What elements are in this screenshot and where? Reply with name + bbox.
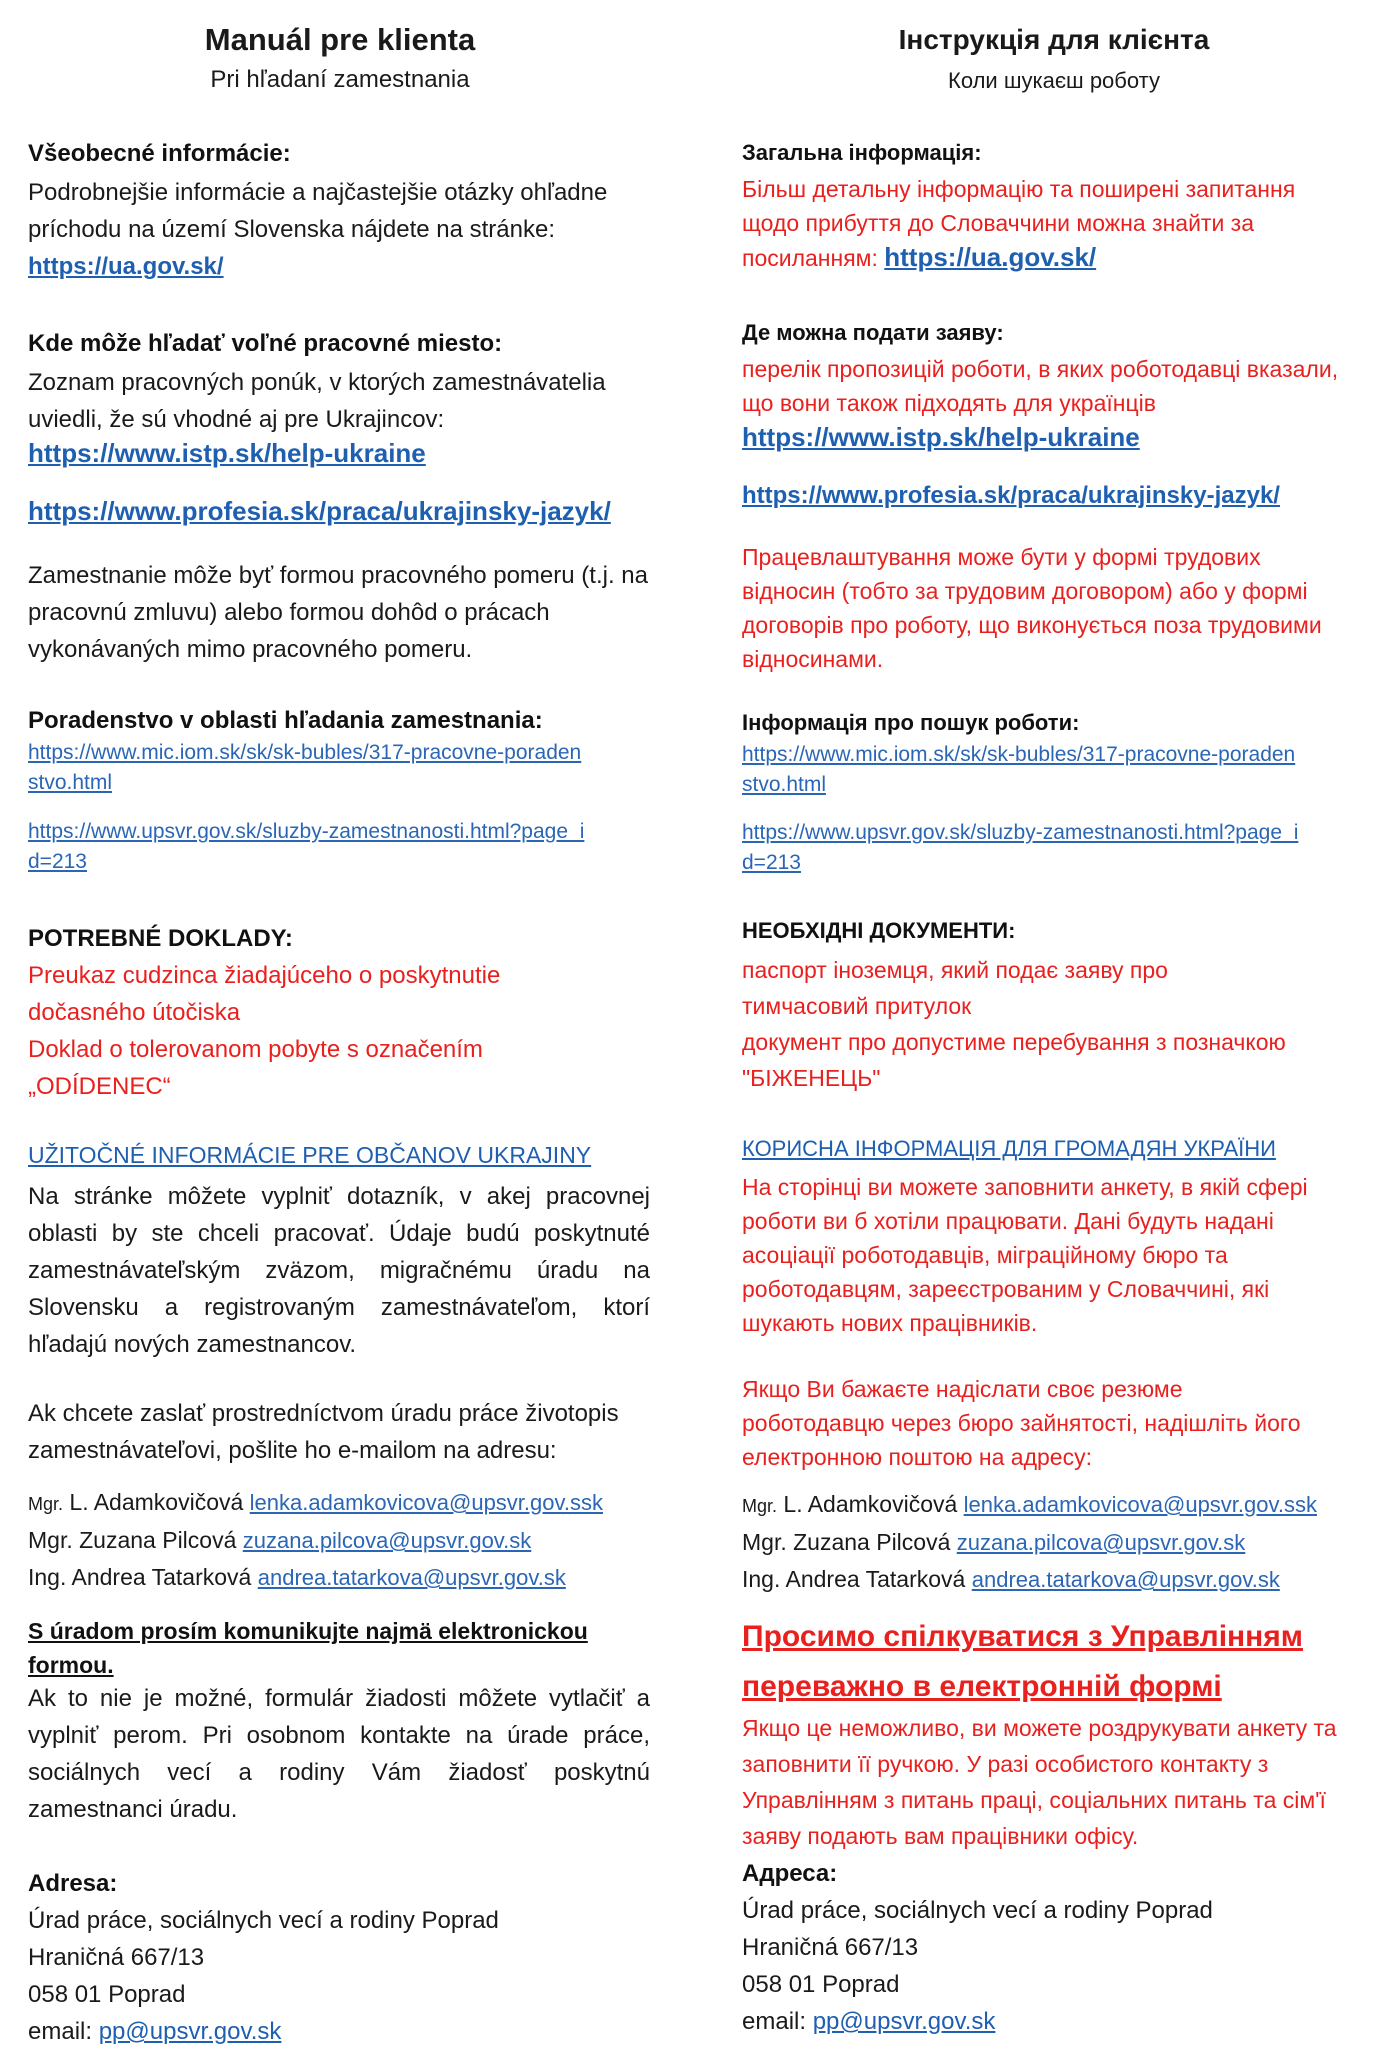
mic-link-ua[interactable]: https://www.mic.iom.sk/sk/sk-bubles/317-pracovne-poradenstvo.html bbox=[742, 743, 1296, 796]
useful-info-link-ua[interactable]: КОРИСНА ІНФОРМАЦІЯ ДЛЯ ГРОМАДЯН УКРАЇНИ bbox=[742, 1136, 1276, 1161]
communicate-heading: S úradom prosím komunikujte najmä elektronickou formou. bbox=[28, 1618, 588, 1678]
istp-link[interactable]: https://www.istp.sk/help-ukraine bbox=[28, 438, 426, 468]
docs-heading-ua: НЕОБХІДНІ ДОКУМЕНТИ: bbox=[742, 918, 1016, 943]
address-block: Úrad práce, sociálnych vecí a rodiny Poprad Hraničná 667/13 058 01 Poprad email: pp@upsvr.gov.sk bbox=[28, 1907, 499, 2045]
contact-item: Mgr. Zuzana Pilcová zuzana.pilcova@upsvr.gov.sk bbox=[28, 1527, 532, 1553]
docs-heading: POTREBNÉ DOKLADY: bbox=[28, 925, 293, 952]
upsvr-link-row bbox=[28, 817, 588, 877]
page-subtitle: Pri hľadaní zamestnania bbox=[210, 66, 470, 93]
profesia-link-row bbox=[28, 496, 652, 527]
mic-link-row bbox=[28, 738, 588, 798]
contact-email-link[interactable]: lenka.adamkovicova@upsvr.gov.ssk bbox=[249, 1490, 603, 1515]
istp-link-row-ua bbox=[742, 422, 1366, 453]
page-title-ua: Інструкція для клієнта bbox=[898, 24, 1210, 55]
profesia-link[interactable]: https://www.profesia.sk/praca/ukrajinsky-jazyk/ bbox=[28, 496, 611, 526]
contact-email-link[interactable]: zuzana.pilcova@upsvr.gov.sk bbox=[956, 1530, 1246, 1555]
contact-item: Ing. Andrea Tatarková andrea.tatarkova@upsvr.gov.sk bbox=[742, 1566, 1280, 1592]
contact-email-link[interactable]: zuzana.pilcova@upsvr.gov.sk bbox=[242, 1528, 532, 1553]
contact-email-link[interactable]: andrea.tatarkova@upsvr.gov.sk bbox=[971, 1567, 1280, 1592]
counsel-heading: Poradenstvo v oblasti hľadania zamestnania: bbox=[28, 707, 543, 734]
contact-email-link[interactable]: lenka.adamkovicova@upsvr.gov.ssk bbox=[963, 1492, 1317, 1517]
contact-item: Mgr. Zuzana Pilcová zuzana.pilcova@upsvr.gov.sk bbox=[742, 1529, 1246, 1555]
where-text: Zoznam pracovných ponúk, v ktorých zamestnávatelia uviedli, že sú vhodné aj pre Ukrajincov: bbox=[28, 369, 606, 433]
mic-link[interactable]: https://www.mic.iom.sk/sk/sk-bubles/317-pracovne-poradenstvo.html bbox=[28, 741, 582, 794]
contact-list bbox=[28, 1484, 668, 1596]
upsvr-link[interactable]: https://www.upsvr.gov.sk/sluzby-zamestnanosti.html?page_id=213 bbox=[28, 820, 585, 873]
employment-text: Zamestnanie môže byť formou pracovného pomeru (t.j. na pracovnú zmluvu) alebo formou dohôd o prácach vykonávaných mimo pracovného pomeru. bbox=[28, 562, 648, 663]
useful-heading-row-ua bbox=[742, 1136, 1366, 1162]
contact-list-ua bbox=[742, 1486, 1382, 1598]
useful-text: Na stránke môžete vyplniť dotazník, v akej pracovnej oblasti by ste chceli pracovať. Údaje budú poskytnuté zamestnávateľským zväzom, migračnému úradu na Slovensku a registrovaným zamestnávateľom, ktorí hľadajú nových zamestnancov. bbox=[28, 1183, 650, 1358]
general-heading: Všeobecné informácie: bbox=[28, 140, 291, 167]
where-heading: Kde môže hľadať voľné pracovné miesto: bbox=[28, 330, 503, 357]
contact-item: Mgr. L. Adamkovičová lenka.adamkovicova@upsvr.gov.ssk bbox=[742, 1491, 1317, 1517]
general-text: Podrobnejšie informácie a najčastejšie otázky ohľadne príchodu na území Slovenska nájdete na stránke: https://ua.gov.sk/ bbox=[28, 179, 608, 280]
page-title: Manuál pre klienta bbox=[204, 22, 476, 57]
useful-heading-row bbox=[28, 1142, 652, 1169]
contact-item: Mgr. L. Adamkovičová lenka.adamkovicova@upsvr.gov.ssk bbox=[28, 1489, 603, 1515]
where-heading-ua: Де можна подати заяву: bbox=[742, 320, 1004, 345]
docs-item-1: Preukaz cudzinca žiadajúceho o poskytnutie dočasného útočiska bbox=[28, 962, 501, 1026]
docs-item-2: Doklad o tolerovanom pobyte s označením „ODÍDENEC“ bbox=[28, 1036, 483, 1100]
mic-link-row-ua bbox=[742, 740, 1302, 800]
cv-text-ua: Якщо Ви бажаєте надіслати своє резюме роботодавцю через бюро зайнятості, надішліть його електронною поштою на адресу: bbox=[742, 1376, 1301, 1470]
where-text-ua: перелік пропозицій роботи, в яких роботодавці вказали, що вони також підходять для українців bbox=[742, 356, 1339, 416]
profesia-link-ua[interactable]: https://www.profesia.sk/praca/ukrajinsky-jazyk/ bbox=[742, 482, 1280, 509]
communicate-heading-ua: Просимо спілкуватися з Управлінням переважно в електронній формі bbox=[742, 1620, 1303, 1703]
contact-item: Ing. Andrea Tatarková andrea.tatarkova@upsvr.gov.sk bbox=[28, 1564, 566, 1590]
address-block-ua: Úrad práce, sociálnych vecí a rodiny Poprad Hraničná 667/13 058 01 Poprad email: pp@upsvr.gov.sk bbox=[742, 1897, 1213, 2035]
ua-gov-link-ua[interactable]: https://ua.gov.sk/ bbox=[884, 242, 1097, 272]
upsvr-link-ua[interactable]: https://www.upsvr.gov.sk/sluzby-zamestnanosti.html?page_id=213 bbox=[742, 821, 1299, 874]
useful-info-link[interactable]: UŽITOČNÉ INFORMÁCIE PRE OBČANOV UKRAJINY bbox=[28, 1142, 592, 1168]
contact-email-link[interactable]: andrea.tatarkova@upsvr.gov.sk bbox=[257, 1565, 566, 1590]
communicate-text: Ak to nie je možné, formulár žiadosti môžete vytlačiť a vyplniť perom. Pri osobnom kontakte na úrade práce, sociálnych vecí a rodiny Vám žiadosť poskytnú zamestnanci úradu. bbox=[28, 1685, 650, 1823]
useful-text-ua: На сторінці ви можете заповнити анкету, в якій сфері роботи ви б хотіли працювати. Дані будуть надані асоціації роботодавців, міграційному бюро та роботодавцям, зареєстрованим у Словаччині, які шукають нових працівників. bbox=[742, 1174, 1308, 1336]
address-email-link-ua[interactable]: pp@upsvr.gov.sk bbox=[812, 2008, 996, 2035]
communicate-text-ua: Якщо це неможливо, ви можете роздрукувати анкету та заповнити її ручкою. У разі особистого контакту з Управлінням з питань праці, соціальних питань та сім'ї заяву подають вам працівники офісу. bbox=[742, 1715, 1337, 1849]
address-heading: Adresa: bbox=[28, 1870, 118, 1897]
address-email-link[interactable]: pp@upsvr.gov.sk bbox=[98, 2018, 282, 2045]
ua-gov-link[interactable]: https://ua.gov.sk/ bbox=[28, 253, 224, 280]
istp-link-ua[interactable]: https://www.istp.sk/help-ukraine bbox=[742, 422, 1140, 452]
upsvr-link-row-ua bbox=[742, 818, 1302, 878]
general-heading-ua: Загальна інформація: bbox=[742, 140, 982, 165]
general-text-ua: Більш детальну інформацію та поширені запитання щодо прибуття до Словаччини можна знайти за посиланням: https://ua.gov.sk/ bbox=[742, 176, 1296, 272]
docs-item-1-ua: паспорт іноземця, який подає заяву про тимчасовий притулок bbox=[742, 957, 1168, 1019]
employment-text-ua: Працевлаштування може бути у формі трудових відносин (тобто за трудовим договором) або у формі договорів про роботу, що виконується поза трудовими відносинами. bbox=[742, 544, 1322, 672]
address-heading-ua: Адреса: bbox=[742, 1860, 838, 1887]
counsel-heading-ua: Інформація про пошук роботи: bbox=[742, 710, 1080, 735]
profesia-link-row-ua bbox=[742, 482, 1366, 510]
istp-link-row bbox=[28, 438, 652, 469]
docs-item-2-ua: документ про допустиме перебування з позначкою "БІЖЕНЕЦЬ" bbox=[742, 1029, 1286, 1091]
cv-text: Ak chcete zaslať prostredníctvom úradu práce životopis zamestnávateľovi, pošlite ho e-mailom na adresu: bbox=[28, 1400, 619, 1464]
page-subtitle-ua: Коли шукаєш роботу bbox=[948, 68, 1160, 93]
